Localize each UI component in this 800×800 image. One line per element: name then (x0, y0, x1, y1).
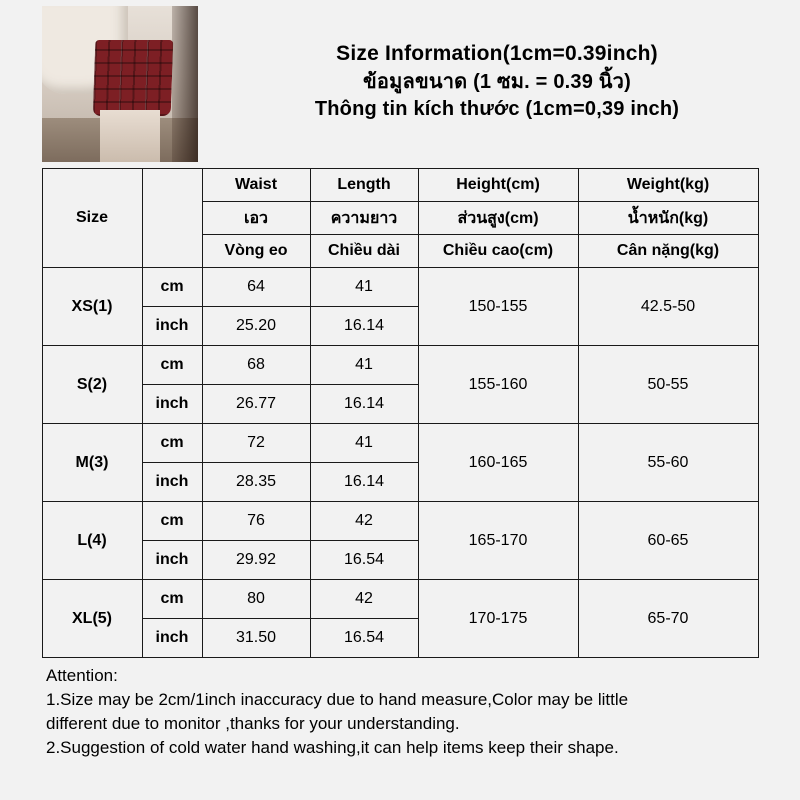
row-unit-inch: inch (142, 307, 202, 346)
col-weight-th: น้ำหนัก(kg) (578, 202, 758, 235)
attention-heading: Attention: (46, 666, 118, 685)
col-waist-vi: Vòng eo (202, 235, 310, 268)
row-unit-cm: cm (142, 502, 202, 541)
row-size-label: XS(1) (42, 268, 142, 346)
cell-length-cm: 42 (310, 580, 418, 619)
cell-waist-inch: 26.77 (202, 385, 310, 424)
row-size-label: L(4) (42, 502, 142, 580)
table-row (42, 580, 758, 619)
col-weight-en: Weight(kg) (578, 169, 758, 202)
col-waist-th: เอว (202, 202, 310, 235)
cell-height: 165-170 (418, 502, 578, 580)
cell-length-inch: 16.54 (310, 541, 418, 580)
col-height-vi: Chiều cao(cm) (418, 235, 578, 268)
cell-waist-inch: 29.92 (202, 541, 310, 580)
photo-shadow (172, 6, 198, 162)
col-weight-vi: Cân nặng(kg) (578, 235, 758, 268)
cell-length-inch: 16.14 (310, 307, 418, 346)
row-unit-cm: cm (142, 268, 202, 307)
row-size-label: XL(5) (42, 580, 142, 658)
header-area (0, 0, 800, 168)
cell-length-cm: 42 (310, 502, 418, 541)
unit-header-cell (142, 169, 202, 268)
table-row (42, 268, 758, 307)
row-size-label: S(2) (42, 346, 142, 424)
col-length-vi: Chiều dài (310, 235, 418, 268)
row-unit-inch: inch (142, 463, 202, 502)
title-line-th: ข้อมูลขนาด (1 ซม. = 0.39 นิ้ว) (363, 70, 631, 93)
col-height-en: Height(cm) (418, 169, 578, 202)
row-unit-cm: cm (142, 346, 202, 385)
cell-waist-inch: 31.50 (202, 619, 310, 658)
row-unit-inch: inch (142, 385, 202, 424)
product-photo (42, 6, 198, 162)
cell-length-inch: 16.54 (310, 619, 418, 658)
row-unit-inch: inch (142, 541, 202, 580)
cell-weight: 42.5-50 (578, 268, 758, 346)
cell-weight: 55-60 (578, 424, 758, 502)
cell-waist-inch: 28.35 (202, 463, 310, 502)
cell-length-cm: 41 (310, 424, 418, 463)
table-header-row-en (42, 169, 758, 202)
col-height-th: ส่วนสูง(cm) (418, 202, 578, 235)
table-row (42, 346, 758, 385)
cell-waist-inch: 25.20 (202, 307, 310, 346)
row-unit-inch: inch (142, 619, 202, 658)
row-unit-cm: cm (142, 580, 202, 619)
col-waist-en: Waist (202, 169, 310, 202)
col-length-en: Length (310, 169, 418, 202)
attention-line-1: 1.Size may be 2cm/1inch inaccuracy due to hand measure,Color may be little (46, 690, 629, 710)
attention-line-2: different due to monitor ,thanks for your understanding. (46, 714, 460, 734)
photo-legs (100, 110, 160, 162)
title-line-en: Size Information(1cm=0.39inch) (336, 41, 658, 65)
row-unit-cm: cm (142, 424, 202, 463)
size-table (42, 168, 759, 658)
cell-waist-cm: 80 (202, 580, 310, 619)
title-block (198, 0, 800, 168)
cell-length-cm: 41 (310, 346, 418, 385)
cell-length-inch: 16.14 (310, 463, 418, 502)
cell-waist-cm: 76 (202, 502, 310, 541)
photo-plaid-skirt (93, 40, 174, 116)
row-size-label: M(3) (42, 424, 142, 502)
cell-waist-cm: 72 (202, 424, 310, 463)
table-row (42, 424, 758, 463)
cell-weight: 60-65 (578, 502, 758, 580)
attention-line-3: 2.Suggestion of cold water hand washing,it can help items keep their shape. (46, 738, 619, 758)
cell-weight: 65-70 (578, 580, 758, 658)
cell-height: 170-175 (418, 580, 578, 658)
cell-waist-cm: 64 (202, 268, 310, 307)
cell-height: 150-155 (418, 268, 578, 346)
cell-height: 160-165 (418, 424, 578, 502)
cell-height: 155-160 (418, 346, 578, 424)
table-row (42, 502, 758, 541)
title-line-vi: Thông tin kích thước (1cm=0,39 inch) (314, 98, 680, 121)
size-header-cell: Size (42, 169, 142, 268)
cell-length-inch: 16.14 (310, 385, 418, 424)
cell-waist-cm: 68 (202, 346, 310, 385)
cell-length-cm: 41 (310, 268, 418, 307)
attention-block (42, 658, 758, 761)
col-length-th: ความยาว (310, 202, 418, 235)
cell-weight: 50-55 (578, 346, 758, 424)
